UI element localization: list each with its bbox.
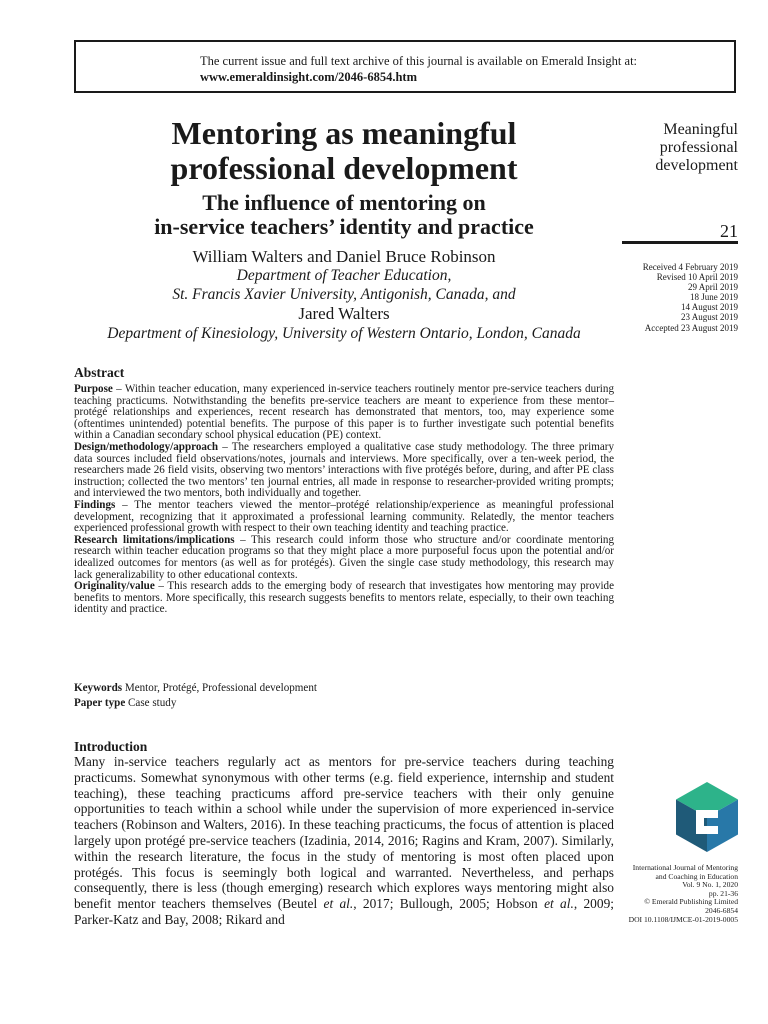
- purpose-text: – Within teacher education, many experienced in-service teachers routinely mentor pre-service teachers during teaching practicums. Notwithstanding the benefits pre-service teachers are meant to experience from these mentor–protégé relationships and experiences, recent research has demonstrated that mentors, too, may experience some (oftentimes unintended) potential benefits. The purpose of this paper is to further investigate such potential benefits within a Canadian secondary school physical education (PE) context.: [74, 383, 614, 442]
- design-label: Design/methodology/approach: [74, 440, 219, 453]
- article-title-line2: professional development: [170, 150, 518, 186]
- paper-type-text: Case study: [125, 697, 177, 709]
- et-al: et al.: [323, 896, 354, 912]
- page-number: 21: [720, 221, 738, 241]
- author-names-1: William Walters and Daniel Bruce Robinson: [192, 247, 496, 266]
- findings-text: – The mentor teachers viewed the mentor–protégé relationship/experience as meaningful professional development, recognizing that it approximated a professional learning community. Relatedly, the mentor teachers experienced professional growth with respect to their own teaching identity and teaching practice.: [74, 498, 614, 535]
- journal-info-line: © Emerald Publishing Limited: [644, 897, 738, 907]
- purpose-label: Purpose: [74, 383, 113, 395]
- abstract-originality: [74, 581, 614, 616]
- affiliation-1-line2: St. Francis Xavier University, Antigonish, Canada, and: [172, 286, 516, 303]
- sidebar-rule: [622, 241, 738, 244]
- running-title-line: professional: [659, 139, 738, 156]
- running-title-line: development: [655, 157, 738, 174]
- et-al: et al.: [544, 896, 574, 912]
- running-title: [620, 121, 738, 175]
- introduction-heading: Introduction: [74, 739, 148, 754]
- date-line: 23 August 2019: [680, 312, 738, 323]
- date-line: Revised 10 April 2019: [656, 272, 738, 283]
- article-subtitle-line2: in-service teachers’ identity and practice: [154, 214, 534, 239]
- running-title-line: Meaningful: [663, 121, 738, 138]
- abstract-heading: Abstract: [74, 365, 125, 380]
- abstract-body: [74, 384, 614, 616]
- date-line: 29 April 2019: [687, 282, 738, 293]
- abstract-purpose: [74, 384, 614, 442]
- design-text: – The researchers employed a qualitative case study methodology. The three primary data sources included field observations/notes, journals and interviews. More specifically, over a ten-week period, the researchers made 26 field visits, observing two mentors’ interactions with five protégés before, during, and after PE class instruction; collected the two mentors’ ten journal entries, all made in response to researcher-provided writing prompts; and interviewed the two mentors, both individually and together.: [74, 440, 614, 500]
- article-subtitle-line1: The influence of mentoring on: [202, 190, 486, 215]
- originality-label: Originality/value: [74, 580, 155, 593]
- date-line: 18 June 2019: [690, 292, 738, 303]
- keywords-label: Keywords: [74, 682, 123, 694]
- date-line: Received 4 February 2019: [642, 262, 738, 272]
- affiliation-2: Department of Kinesiology, University of Western Ontario, London, Canada: [107, 325, 581, 342]
- intro-text: Many in-service teachers regularly act as mentors for pre-service teachers during teaching practicums. Somewhat synonymous with other terms (e.g. field experience, internship and student teaching), these teaching practicums afford pre-service teachers with their only genuine opportunities to teach within a school while under the supervision of more experienced in-service teachers (Robinson and Walters, 2016). In these teaching practicums, the focus of attention is placed largely upon protégé pre-service teachers (Izadinia, 2014, 2016; Ragins and Kram, 2007). Similarly, within the research literature, the focus in the study of mentoring is most often placed upon protégés. This focus is seemingly both logical and warranted. Nevertheless, and perhaps consequently, there is less (though emerging) research which explores ways mentoring might also benefit mentor teachers themselves: [74, 754, 614, 912]
- journal-info-line: pp. 21-36: [708, 888, 738, 898]
- abstract-limitations: [74, 535, 614, 581]
- article-subtitle: [74, 191, 614, 239]
- date-line: Accepted 23 August 2019: [644, 322, 738, 333]
- journal-info-line: and Coaching in Education: [655, 871, 738, 881]
- journal-doi[interactable]: DOI 10.1108/IJMCE-01-2019-0005: [628, 914, 738, 924]
- author-names-2: Jared Walters: [298, 304, 390, 323]
- article-history-dates: [610, 262, 738, 333]
- journal-info-line: International Journal of Mentoring: [632, 863, 738, 872]
- journal-information: [612, 864, 738, 924]
- findings-label: Findings: [74, 498, 116, 511]
- originality-text: – This research adds to the emerging body of research that investigates how mentoring may provide benefits to mentors. More specifically, this research suggests benefits to mentors relate, especially, to their own teaching identity and practice.: [74, 580, 614, 616]
- date-line: 14 August 2019: [680, 302, 738, 313]
- article-title-line1: Mentoring as meaningful: [171, 115, 517, 151]
- citation-text: , 2017; Bullough, 2005; Hobson: [353, 896, 545, 912]
- abstract-findings: [74, 500, 614, 535]
- keywords-text: Mentor, Protégé, Professional development: [122, 682, 317, 694]
- journal-info-line: 2046-6854: [705, 905, 738, 915]
- citation-text: (Beutel: [277, 896, 324, 912]
- introduction-body: [74, 754, 614, 928]
- introduction-paragraph: [74, 754, 614, 928]
- abstract-design: [74, 442, 614, 500]
- journal-access-notice: [74, 40, 736, 93]
- emerald-journal-logo: [676, 782, 738, 852]
- keywords: [74, 682, 317, 694]
- affiliation-1-line1: Department of Teacher Education,: [236, 267, 452, 284]
- paper-type-label: Paper type: [74, 697, 126, 709]
- limitations-label: Research limitations/implications: [74, 533, 235, 546]
- paper-type: [74, 697, 176, 709]
- limitations-text: – This research could inform those who structure and/or coordinate mentoring research within teacher education programs so that they might place a more purposeful focus upon the potential and/or idealized outcomes for mentors (as well as for protégés). Given the single case study methodology, this research may lack generalizability to other educational contexts.: [74, 533, 615, 581]
- citation-text: , 2009; Parker-Katz and Bay, 2008; Rikard and: [74, 896, 614, 927]
- notice-text: The current issue and full text archive of this journal is available on Emerald Insight at:: [200, 54, 638, 68]
- article-title: [74, 116, 614, 186]
- journal-url-link[interactable]: www.emeraldinsight.com/2046-6854.htm: [200, 70, 417, 84]
- journal-info-line: Vol. 9 No. 1, 2020: [682, 880, 738, 890]
